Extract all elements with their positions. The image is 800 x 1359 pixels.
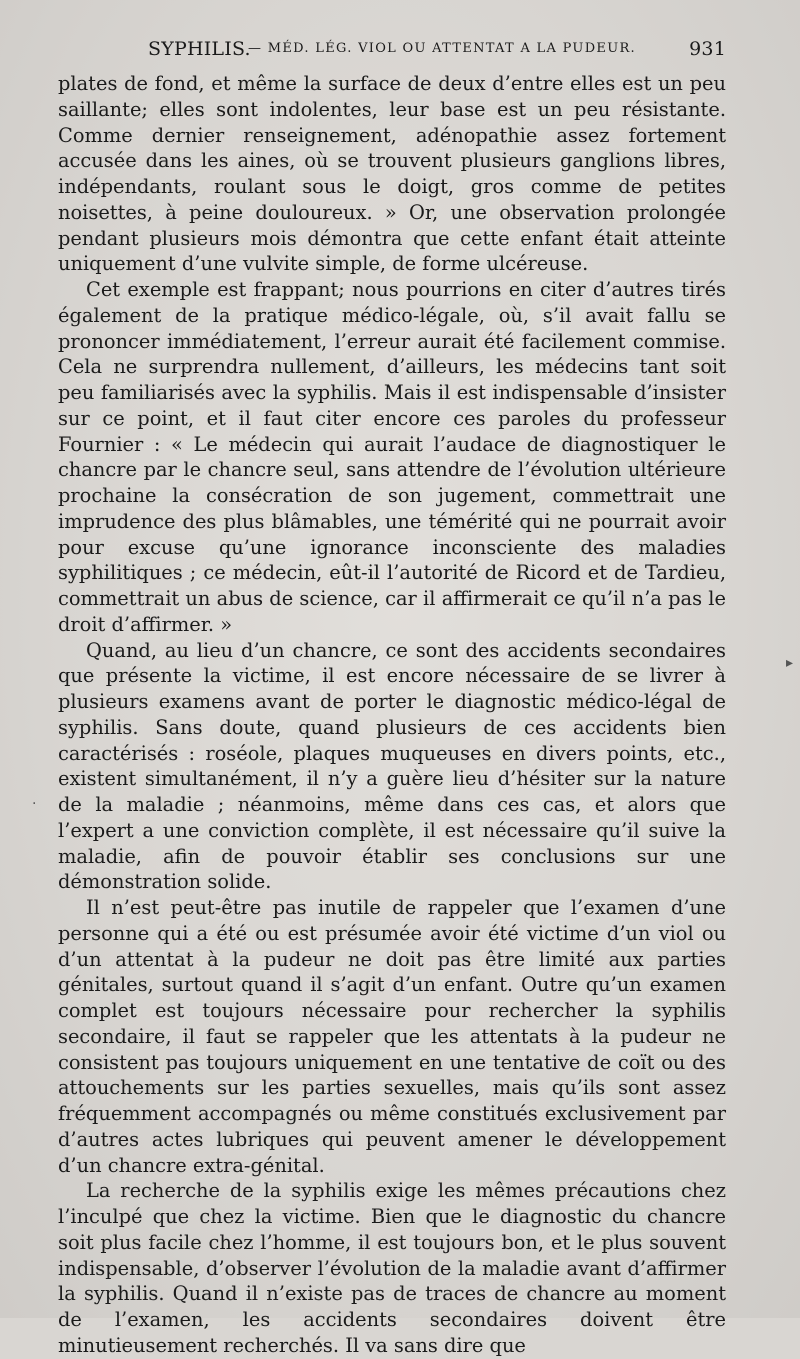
running-head [148,38,726,62]
paragraph: La recherche de la syphilis exige les mêmes précautions chez l’inculpé que chez la victime. Bien que le diagnostic du chancre soit plus facile chez l’homme, il est toujours bon, et le plus souvent indispensable, d’observer l’évolution de la maladie avant d’affirmer la syphilis. Quand il n’existe pas de traces de chancre au moment de l’examen, les accidents secondaires doivent être minutieusement recherchés. Il va sans dire que [58,1179,726,1357]
running-head-section: MÉD. LÉG. VIOL OU ATTENTAT A LA PUDEUR. [267,41,636,56]
paragraph: Quand, au lieu d’un chancre, ce sont des accidents secondaires que présente la victime, il est encore nécessaire de se livrer à plusieurs examens avant de porter le diagnostic médico-légal de syphilis. Sans doute, quand plusieurs de ces accidents bien caractérisés : roséole, plaques muqueuses en divers points, etc., existent simultanément, il n’y a guère lieu d’hésiter sur la nature de la maladie ; néanmoins, même dans ces cas, et alors que l’expert a une conviction complète, il est nécessaire qu’il suive la maladie, afin de pouvoir établir ses conclusions sur une démonstration solide. [58,638,726,894]
paragraph-continued: plates de fond, et même la surface de deux d’entre elles est un peu saillante; elles sont indolentes, leur base est un peu résistante. Comme dernier renseignement, adénopathie assez fortement accusée dans les aines, où se trouvent plusieurs ganglions libres, indépendants, roulant sous le doigt, gros comme de petites noisettes, à peine douloureux. » Or, une observation prolongée pendant plusieurs mois démontra que cette enfant était atteinte uniquement d’une vulvite simple, de forme ulcéreuse. [58,72,726,276]
running-head-separator: — [248,41,263,56]
running-head-title: SYPHILIS. [148,38,251,60]
margin-speck: ▸ [786,655,794,671]
paragraph: Il n’est peut-être pas inutile de rappeler que l’examen d’une personne qui a été ou est présumée avoir été victime d’un viol ou d’un attentat à la pudeur ne doit pas être limité aux parties génitales, surtout quand il s’agit d’un enfant. Outre qu’un examen complet est toujours nécessaire pour rechercher la syphilis secondaire, il faut se rappeler que les attentats à la pudeur ne consistent pas toujours uniquement en une tentative de coït ou des attouchements sur les parties sexuelles, mais qu’ils sont assez fréquemment accompagnés ou même constitués exclusivement par d’autres actes lubriques qui peuvent amener le développement d’un chancre extra-génital. [58,896,726,1177]
page-number: 931 [689,38,726,60]
margin-speck: · [32,796,37,812]
running-head-subtitle [248,41,636,56]
paragraph: Cet exemple est frappant; nous pourrions en citer d’autres tirés également de la pratique médico-légale, où, s’il avait fallu se prononcer immédiatement, l’erreur aurait été facilement commise. Cela ne surprendra nullement, d’ailleurs, les médecins tant soit peu familiarisés avec la syphilis. Mais il est indispensable d’insister sur ce point, et il faut citer encore ces paroles du professeur Fournier : « Le médecin qui aurait l’audace de diagnostiquer le chancre par le chancre seul, sans attendre de l’évolution ultérieure prochaine la consécration de son jugement, commettrait une imprudence des plus blâmables, une témérité qui ne pourrait avoir pour excuse qu’une ignorance inconsciente des maladies syphilitiques ; ce médecin, eût-il l’autorité de Ricord et de Tardieu, commettrait un abus de science, car il affirmerait ce qu’il n’a pas le droit d’affirmer. » [58,278,726,636]
body-text [58,71,726,1359]
